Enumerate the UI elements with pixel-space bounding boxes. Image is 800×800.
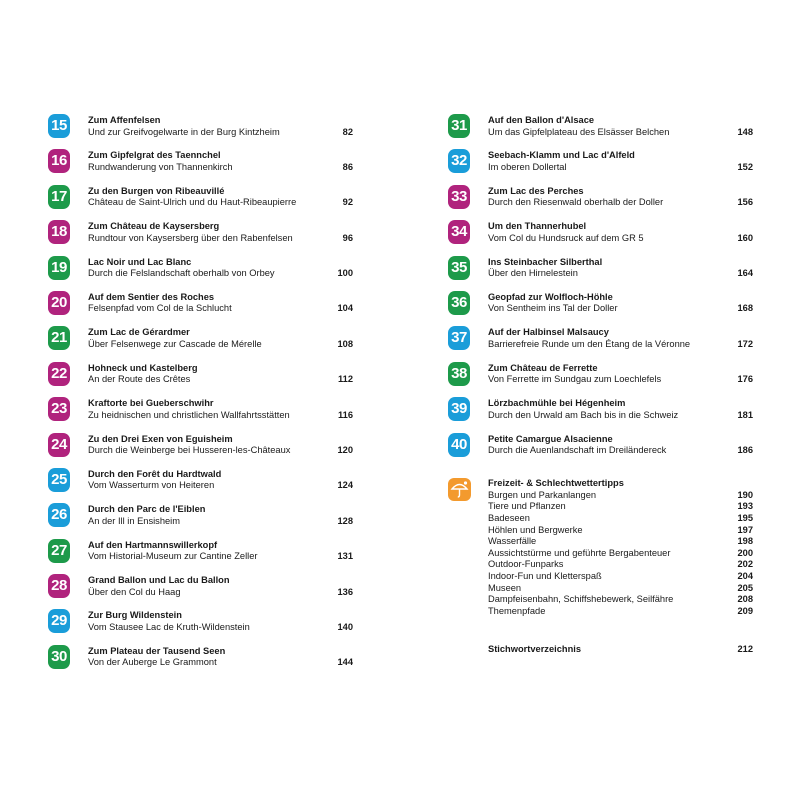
page-number: 112 bbox=[338, 374, 353, 385]
tour-number-badge: 23 bbox=[48, 397, 70, 421]
toc-entry[interactable] bbox=[48, 645, 353, 680]
extras-item-page: 209 bbox=[737, 605, 753, 616]
tour-number-badge: 32 bbox=[448, 149, 470, 173]
extras-item[interactable] bbox=[488, 606, 753, 618]
tour-number-badge: 19 bbox=[48, 256, 70, 280]
extras-item[interactable] bbox=[488, 525, 753, 537]
tour-number-badge: 35 bbox=[448, 256, 470, 280]
tour-number-badge: 29 bbox=[48, 609, 70, 633]
tour-subtitle: Zu heidnischen und christlichen Wallfahrtsstätten bbox=[88, 409, 290, 420]
tour-title: Seebach-Klamm und Lac d'Alfeld bbox=[488, 150, 635, 161]
page-number: 152 bbox=[737, 161, 753, 172]
page-number: 181 bbox=[737, 409, 753, 420]
toc-entry[interactable] bbox=[48, 114, 353, 149]
extras-item-label: Höhlen und Bergwerke bbox=[488, 524, 583, 535]
extras-item-label: Museen bbox=[488, 582, 522, 593]
page-number: 128 bbox=[337, 515, 353, 526]
tour-title: Ins Steinbacher Silberthal bbox=[488, 256, 603, 267]
page-number: 164 bbox=[737, 268, 753, 279]
extras-item[interactable] bbox=[488, 583, 753, 595]
toc-entry[interactable] bbox=[448, 433, 753, 468]
page-number: 92 bbox=[342, 197, 353, 208]
extras-item[interactable] bbox=[488, 559, 753, 571]
tour-subtitle: Rundtour von Kaysersberg über den Rabenfelsen bbox=[88, 232, 293, 243]
tour-title: Zum Château de Ferrette bbox=[488, 362, 598, 373]
extras-item[interactable] bbox=[488, 536, 753, 548]
tour-subtitle: Vom Col du Hundsruck auf dem GR 5 bbox=[488, 232, 644, 243]
extras-item-label: Tiere und Pflanzen bbox=[488, 501, 566, 512]
tour-number-badge: 31 bbox=[448, 114, 470, 138]
extras-item-page: 208 bbox=[737, 594, 753, 605]
page-number: 156 bbox=[737, 197, 753, 208]
tour-subtitle: Von Ferrette im Sundgau zum Loechlefels bbox=[488, 374, 662, 385]
tour-title: Auf den Hartmannswillerkopf bbox=[88, 539, 218, 550]
tour-subtitle: Um das Gipfelplateau des Elsässer Belchen bbox=[488, 126, 670, 137]
toc-entry[interactable] bbox=[48, 503, 353, 538]
extras-item-label: Outdoor-Funparks bbox=[488, 559, 564, 570]
toc-entry[interactable] bbox=[48, 362, 353, 397]
tour-subtitle: Im oberen Dollertal bbox=[488, 161, 567, 172]
tour-number-badge: 22 bbox=[48, 362, 70, 386]
page-number: 168 bbox=[737, 303, 753, 314]
tour-title: Geopfad zur Wolfloch-Höhle bbox=[488, 291, 613, 302]
tour-number-badge: 26 bbox=[48, 503, 70, 527]
index-title: Stichwortverzeichnis bbox=[488, 644, 581, 654]
tour-title: Petite Camargue Alsacienne bbox=[488, 433, 613, 444]
toc-left-column bbox=[48, 114, 353, 680]
toc-entry[interactable] bbox=[448, 397, 753, 432]
extras-item-label: Dampfeisenbahn, Schiffshebewerk, Seilfähre bbox=[488, 594, 674, 605]
extras-item[interactable] bbox=[488, 501, 753, 513]
extras-item[interactable] bbox=[488, 548, 753, 560]
page-number: 136 bbox=[337, 586, 353, 597]
tour-title: Hohneck und Kastelberg bbox=[88, 362, 198, 373]
tour-title: Auf dem Sentier des Roches bbox=[88, 291, 215, 302]
tour-subtitle: Und zur Greifvogelwarte in der Burg Kintzheim bbox=[88, 126, 280, 137]
tour-number-badge: 20 bbox=[48, 291, 70, 315]
extras-item-page: 197 bbox=[737, 524, 753, 535]
extras-item-page: 198 bbox=[737, 536, 753, 547]
tour-number-badge: 34 bbox=[448, 220, 470, 244]
page-number: 116 bbox=[338, 409, 353, 420]
page-number: 148 bbox=[737, 126, 753, 137]
tour-number-badge: 37 bbox=[448, 326, 470, 350]
tour-title: Auf der Halbinsel Malsaucy bbox=[488, 327, 609, 338]
extras-item-page: 190 bbox=[737, 489, 753, 500]
extras-item[interactable] bbox=[488, 571, 753, 583]
tour-title: Durch den Forêt du Hardtwald bbox=[88, 468, 222, 479]
tour-subtitle: Barrierefreie Runde um den Étang de la Véronne bbox=[488, 338, 691, 349]
tour-title: Zum Plateau der Tausend Seen bbox=[88, 645, 226, 656]
toc-entry[interactable] bbox=[448, 114, 753, 149]
extras-item-page: 204 bbox=[737, 570, 753, 581]
tour-title: Zur Burg Wildenstein bbox=[88, 610, 182, 621]
tour-number-badge: 18 bbox=[48, 220, 70, 244]
tour-title: Grand Ballon und Lac du Ballon bbox=[88, 575, 230, 586]
tour-subtitle: Durch die Weinberge bei Husseren-les-Châteaux bbox=[88, 445, 291, 456]
tour-number-badge: 40 bbox=[448, 433, 470, 457]
tour-title: Durch den Parc de l'Eiblen bbox=[88, 504, 206, 515]
toc-entry[interactable] bbox=[48, 397, 353, 432]
extras-item-page: 205 bbox=[737, 582, 753, 593]
toc-entry[interactable] bbox=[448, 362, 753, 397]
extras-item-page: 202 bbox=[737, 559, 753, 570]
toc-entry[interactable] bbox=[48, 256, 353, 291]
tour-subtitle: Über den Hirnelestein bbox=[488, 268, 578, 279]
tour-title: Lac Noir und Lac Blanc bbox=[88, 256, 192, 267]
tour-title: Um den Thannerhubel bbox=[488, 221, 587, 232]
tour-subtitle: Über Felsenwege zur Cascade de Mérelle bbox=[88, 338, 262, 349]
toc-entry[interactable] bbox=[448, 149, 753, 184]
page-number: 108 bbox=[337, 338, 353, 349]
page-number: 100 bbox=[337, 268, 353, 279]
extras-item-label: Badeseen bbox=[488, 512, 530, 523]
extras-list bbox=[488, 490, 753, 618]
page-number: 131 bbox=[337, 551, 353, 562]
umbrella-sun-icon bbox=[448, 478, 471, 501]
toc-entry[interactable] bbox=[448, 185, 753, 220]
extras-item-label: Themenpfade bbox=[488, 605, 546, 616]
tour-subtitle: An der Ill in Ensisheim bbox=[88, 515, 180, 526]
page-number: 144 bbox=[337, 657, 353, 668]
tour-title: Lörzbachmühle bei Hégenheim bbox=[488, 398, 626, 409]
tour-subtitle: Durch die Auenlandschaft im Dreiländereck bbox=[488, 445, 667, 456]
tour-title: Zum Lac des Perches bbox=[488, 185, 584, 196]
tour-subtitle: Über den Col du Haag bbox=[88, 586, 181, 597]
toc-entry[interactable] bbox=[48, 468, 353, 503]
toc-entry[interactable] bbox=[448, 326, 753, 361]
tour-number-badge: 24 bbox=[48, 433, 70, 457]
tour-number-badge: 30 bbox=[48, 645, 70, 669]
tour-title: Auf den Ballon d'Alsace bbox=[488, 115, 595, 125]
tour-title: Kraftorte bei Gueberschwihr bbox=[88, 398, 214, 409]
tour-title: Zu den Drei Exen von Eguisheim bbox=[88, 433, 233, 444]
tour-subtitle: Château de Saint-Ulrich und du Haut-Ribeaupierre bbox=[88, 197, 297, 208]
tour-title: Zum Gipfelgrat des Taennchel bbox=[88, 150, 221, 161]
tour-title: Zum Lac de Gérardmer bbox=[88, 327, 190, 338]
toc-entry[interactable] bbox=[48, 609, 353, 644]
tour-number-badge: 28 bbox=[48, 574, 70, 598]
extras-item-page: 193 bbox=[737, 501, 753, 512]
toc-entry[interactable] bbox=[48, 574, 353, 609]
page-number: 124 bbox=[337, 480, 353, 491]
toc-entry[interactable] bbox=[48, 539, 353, 574]
extras-item[interactable] bbox=[488, 513, 753, 525]
page-number: 160 bbox=[737, 232, 753, 243]
extras-item[interactable] bbox=[488, 490, 753, 502]
tour-subtitle: Felsenpfad vom Col de la Schlucht bbox=[88, 303, 232, 314]
tour-title: Zum Affenfelsen bbox=[88, 115, 161, 125]
toc-entry[interactable] bbox=[448, 291, 753, 326]
toc-entry[interactable] bbox=[448, 256, 753, 291]
tour-number-badge: 38 bbox=[448, 362, 470, 386]
tour-subtitle: Durch die Felslandschaft oberhalb von Orbey bbox=[88, 268, 275, 279]
page-number: 86 bbox=[342, 161, 353, 172]
toc-entry[interactable] bbox=[48, 291, 353, 326]
tour-subtitle: An der Route des Crêtes bbox=[88, 374, 191, 385]
extras-item-label: Indoor-Fun und Kletterspaß bbox=[488, 570, 602, 581]
index-entry[interactable] bbox=[488, 644, 753, 656]
tour-number-badge: 25 bbox=[48, 468, 70, 492]
toc-entry[interactable] bbox=[48, 433, 353, 468]
index-page-number: 212 bbox=[737, 644, 753, 654]
tour-title: Zum Château de Kaysersberg bbox=[88, 221, 220, 232]
extras-item-label: Aussichtstürme und geführte Bergabenteuer bbox=[488, 547, 671, 558]
extras-item-label: Burgen und Parkanlangen bbox=[488, 489, 597, 500]
page-number: 176 bbox=[737, 374, 753, 385]
tour-number-badge: 21 bbox=[48, 326, 70, 350]
tour-subtitle: Rundwanderung von Thannenkirch bbox=[88, 161, 233, 172]
toc-entry[interactable] bbox=[448, 220, 753, 255]
extras-item-page: 195 bbox=[737, 512, 753, 523]
tour-subtitle: Vom Historial-Museum zur Cantine Zeller bbox=[88, 551, 258, 562]
tour-number-badge: 16 bbox=[48, 149, 70, 173]
extras-item-page: 200 bbox=[737, 547, 753, 558]
toc-right-column bbox=[448, 114, 753, 468]
page-number: 82 bbox=[342, 126, 353, 137]
page-number: 104 bbox=[337, 303, 353, 314]
tour-number-badge: 36 bbox=[448, 291, 470, 315]
page-number: 96 bbox=[342, 232, 353, 243]
tour-number-badge: 27 bbox=[48, 539, 70, 563]
tour-subtitle: Durch den Urwald am Bach bis in die Schweiz bbox=[488, 409, 679, 420]
tour-subtitle: Durch den Riesenwald oberhalb der Doller bbox=[488, 197, 664, 208]
page-number: 172 bbox=[737, 338, 753, 349]
page-number: 120 bbox=[337, 445, 353, 456]
tour-subtitle: Von der Auberge Le Grammont bbox=[88, 657, 217, 668]
tour-number-badge: 33 bbox=[448, 185, 470, 209]
extras-item-label: Wasserfälle bbox=[488, 536, 537, 547]
extras-item[interactable] bbox=[488, 594, 753, 606]
tour-title: Zu den Burgen von Ribeauvillé bbox=[88, 185, 225, 196]
page-number: 140 bbox=[337, 621, 353, 632]
toc-entry[interactable] bbox=[48, 220, 353, 255]
toc-entry[interactable] bbox=[48, 326, 353, 361]
tour-subtitle: Von Sentheim ins Tal der Doller bbox=[488, 303, 618, 314]
tour-number-badge: 39 bbox=[448, 397, 470, 421]
tour-subtitle: Vom Stausee Lac de Kruth-Wildenstein bbox=[88, 621, 250, 632]
page-number: 186 bbox=[737, 445, 753, 456]
toc-entry[interactable] bbox=[48, 149, 353, 184]
tour-number-badge: 17 bbox=[48, 185, 70, 209]
toc-entry[interactable] bbox=[48, 185, 353, 220]
tour-number-badge: 15 bbox=[48, 114, 70, 138]
tour-subtitle: Vom Wasserturm von Heiteren bbox=[88, 480, 215, 491]
extras-title: Freizeit- & Schlechtwettertipps bbox=[488, 478, 624, 488]
